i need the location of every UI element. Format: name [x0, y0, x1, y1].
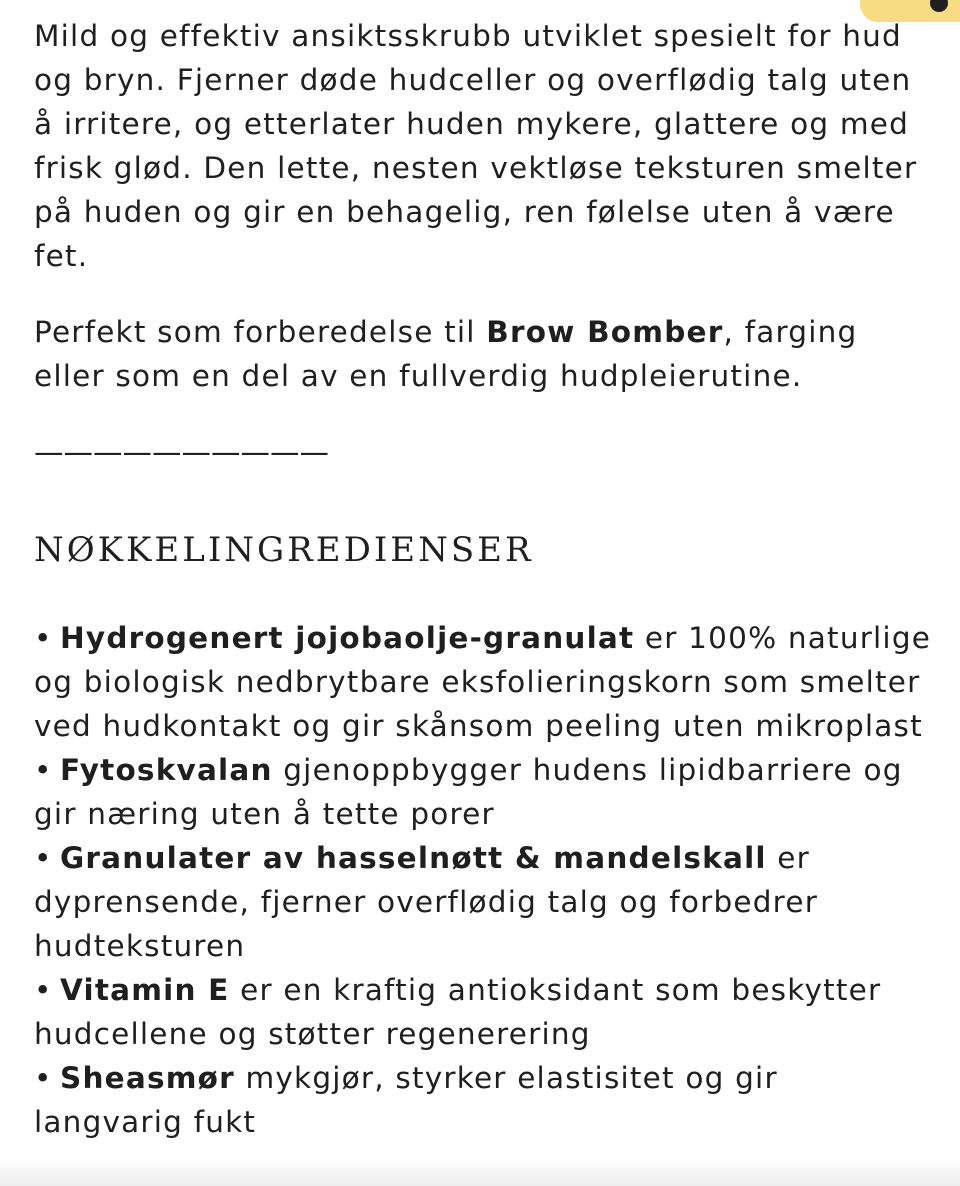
- ingredient-description: gjenoppbygger hudens lipidbarriere og gir næring uten å tette porer: [34, 753, 903, 831]
- ingredient-name: Vitamin E: [60, 973, 230, 1007]
- ingredient-description: er dyprensende, fjerner overflødig talg og forbedrer hudteksturen: [34, 841, 819, 963]
- list-item: [34, 748, 934, 836]
- usage-paragraph: [34, 310, 934, 398]
- list-item: [34, 968, 934, 1056]
- ingredient-name: Hydrogenert jojobaolje-granulat: [60, 621, 635, 655]
- ingredient-name: Sheasmør: [60, 1061, 235, 1095]
- ingredient-description: er en kraftig antioksidant som beskytter hudcellene og støtter regenerering: [34, 973, 882, 1051]
- list-item: [34, 836, 934, 968]
- bullet-icon: •: [34, 621, 53, 655]
- section-heading: NØKKELINGREDIENSER: [34, 530, 534, 570]
- ingredient-name: Granulater av hasselnøtt & mandelskall: [60, 841, 767, 875]
- bullet-icon: •: [34, 753, 53, 787]
- ingredient-description: er 100% naturlige og biologisk nedbrytbare eksfolieringskorn som smelter ved hudkontakt og gir skånsom peeling uten mikroplast: [34, 621, 932, 743]
- product-description: [34, 14, 934, 1144]
- ingredient-description: mykgjør, styrker elastisitet og gir langvarig fukt: [34, 1061, 778, 1139]
- list-item: [34, 616, 934, 748]
- bullet-icon: •: [34, 841, 53, 875]
- usage-text-end: , farging eller som en del av en fullverdig hudpleierutine.: [34, 315, 858, 393]
- ingredient-list: [34, 616, 934, 1144]
- intro-paragraph: Mild og effektiv ansiktsskrubb utviklet spesielt for hud og bryn. Fjerner døde hudceller og overflødig talg uten å irritere, og etterlater huden mykere, glattere og med frisk glød. Den lette, nesten vektløse teksturen smelter på huden og gir en behagelig, ren følelse uten å være fet.: [34, 19, 918, 273]
- ingredient-name: Fytoskvalan: [60, 753, 273, 787]
- brow-bomber-highlight: Brow Bomber: [486, 315, 724, 349]
- usage-text-start: Perfekt som forberedelse til: [34, 315, 487, 349]
- bullet-icon: •: [34, 1061, 53, 1095]
- badge-icon: [930, 0, 948, 12]
- bottom-fade: [0, 1158, 960, 1186]
- bullet-icon: •: [34, 973, 53, 1007]
- section-divider: ——————————: [34, 435, 329, 469]
- list-item: [34, 1056, 934, 1144]
